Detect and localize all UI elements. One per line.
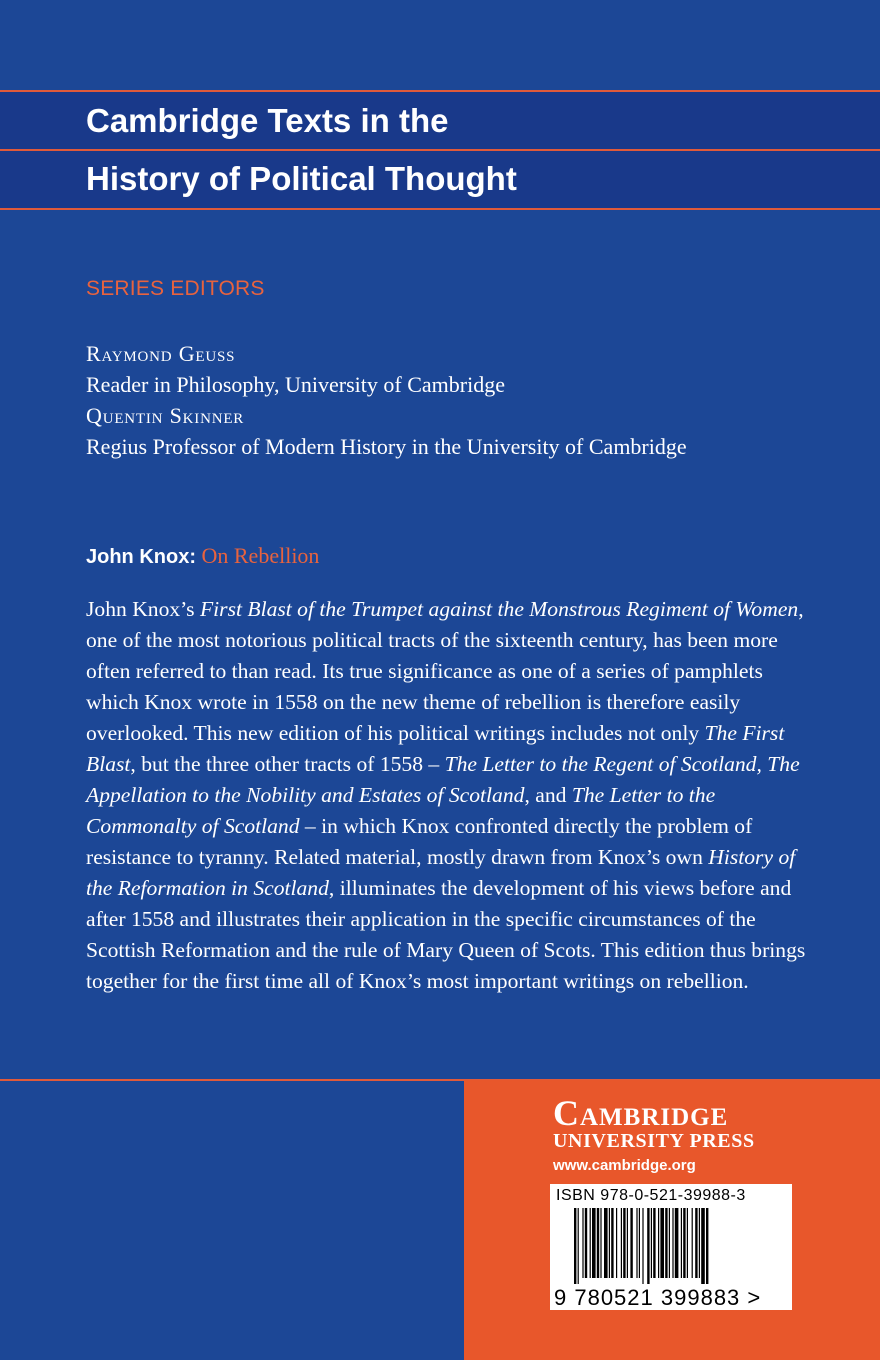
editor-role: Regius Professor of Modern History in the University of Cambridge — [86, 434, 687, 459]
description-title: The Letter to the Commonalty of Scotland — [86, 783, 716, 838]
barcode-bar — [672, 1208, 673, 1278]
barcode-bars — [556, 1208, 786, 1284]
title-bottom-rule — [0, 208, 880, 210]
isbn-label: ISBN 978-0-521-39988-3 — [556, 1187, 746, 1204]
barcode-bar — [585, 1208, 587, 1278]
barcode-bar — [597, 1208, 599, 1278]
barcode-bar — [699, 1208, 700, 1278]
series-title-line2: History of Political Thought — [86, 160, 517, 197]
barcode-bar — [647, 1208, 649, 1284]
barcode-bar — [623, 1208, 625, 1278]
description-text: , but the three other tracts of 1558 – — [130, 752, 445, 776]
barcode-bar — [687, 1208, 688, 1278]
book-subtitle: On Rebellion — [201, 543, 320, 568]
book-author: John Knox: — [86, 546, 196, 568]
description-text: , one of the most notorious political tracts of the sixteenth century, has been more often referred to than read. Its true significance as one of a series of pamphlets which Knox wrote in 1558 on the new theme of rebellion is therefore easily overlooked. This new edition of his political writings includes not only — [86, 597, 804, 745]
barcode-bar — [590, 1208, 591, 1278]
series-title — [86, 92, 517, 208]
barcode-bar — [653, 1208, 655, 1278]
series-editors-label: SERIES EDITORS — [86, 277, 265, 300]
barcode-bar — [627, 1208, 628, 1278]
barcode-bar — [582, 1208, 583, 1278]
editor-name: Raymond Geuss — [86, 341, 236, 366]
barcode-bar — [578, 1208, 579, 1284]
description-title: First Blast of the Trumpet against the Monstrous Regiment of Women — [199, 597, 799, 621]
series-title-line1: Cambridge Texts in the — [86, 102, 449, 139]
publisher-block — [464, 1080, 880, 1360]
barcode-bar — [665, 1208, 667, 1278]
barcode-bar — [574, 1208, 576, 1284]
barcode-bar — [675, 1208, 679, 1278]
barcode-bar — [701, 1208, 705, 1284]
barcode-digits: 9 780521 399883 > — [554, 1285, 762, 1310]
barcode — [550, 1184, 792, 1310]
barcode-bar — [630, 1208, 632, 1278]
barcode-bar — [636, 1208, 637, 1278]
publisher-subname: UNIVERSITY PRESS — [553, 1130, 755, 1152]
barcode-bar — [639, 1208, 640, 1278]
barcode-bar — [683, 1208, 685, 1278]
barcode-bar — [604, 1208, 608, 1278]
publisher-url: www.cambridge.org — [553, 1157, 696, 1174]
barcode-bar — [642, 1208, 643, 1284]
barcode-bar — [669, 1208, 670, 1278]
barcode-bar — [616, 1208, 617, 1278]
description-title: The Letter to the Regent of Scotland, The Appellation to the Nobility and Estates of Scotland — [86, 752, 800, 807]
description-text: John Knox’s — [86, 597, 200, 621]
barcode-bar — [609, 1208, 610, 1278]
publisher-name: Cambridge — [553, 1093, 729, 1133]
barcode-bar — [660, 1208, 664, 1278]
barcode-bar — [695, 1208, 697, 1278]
barcode-bar — [658, 1208, 659, 1278]
barcode-bar — [611, 1208, 613, 1278]
barcode-bar — [706, 1208, 708, 1284]
editor-role: Reader in Philosophy, University of Cambridge — [86, 372, 505, 397]
description-text: , illuminates the development of his views before and after 1558 and illustrates their application in the specific circumstances of the Scottish Reformation and the rule of Mary Queen of Scots. This edition thus brings together for the first time all of Knox’s most important writings on rebellion. — [86, 876, 806, 993]
barcode-bar — [681, 1208, 682, 1278]
editor-name: Quentin Skinner — [86, 403, 245, 428]
editors-list — [86, 338, 687, 462]
description-text: , and — [524, 783, 572, 807]
description-title: History of the Reformation in Scotland — [86, 845, 796, 900]
barcode-bar — [692, 1208, 693, 1278]
barcode-bar — [592, 1208, 596, 1278]
barcode-bar — [600, 1208, 601, 1278]
barcode-bar — [621, 1208, 622, 1278]
description-title: The First Blast — [86, 721, 785, 776]
book-heading — [86, 543, 319, 569]
book-description — [86, 594, 806, 997]
barcode-bar — [651, 1208, 652, 1278]
description-text: – in which Knox confronted directly the problem of resistance to tyranny. Related material, mostly drawn from Knox’s own — [86, 814, 753, 869]
